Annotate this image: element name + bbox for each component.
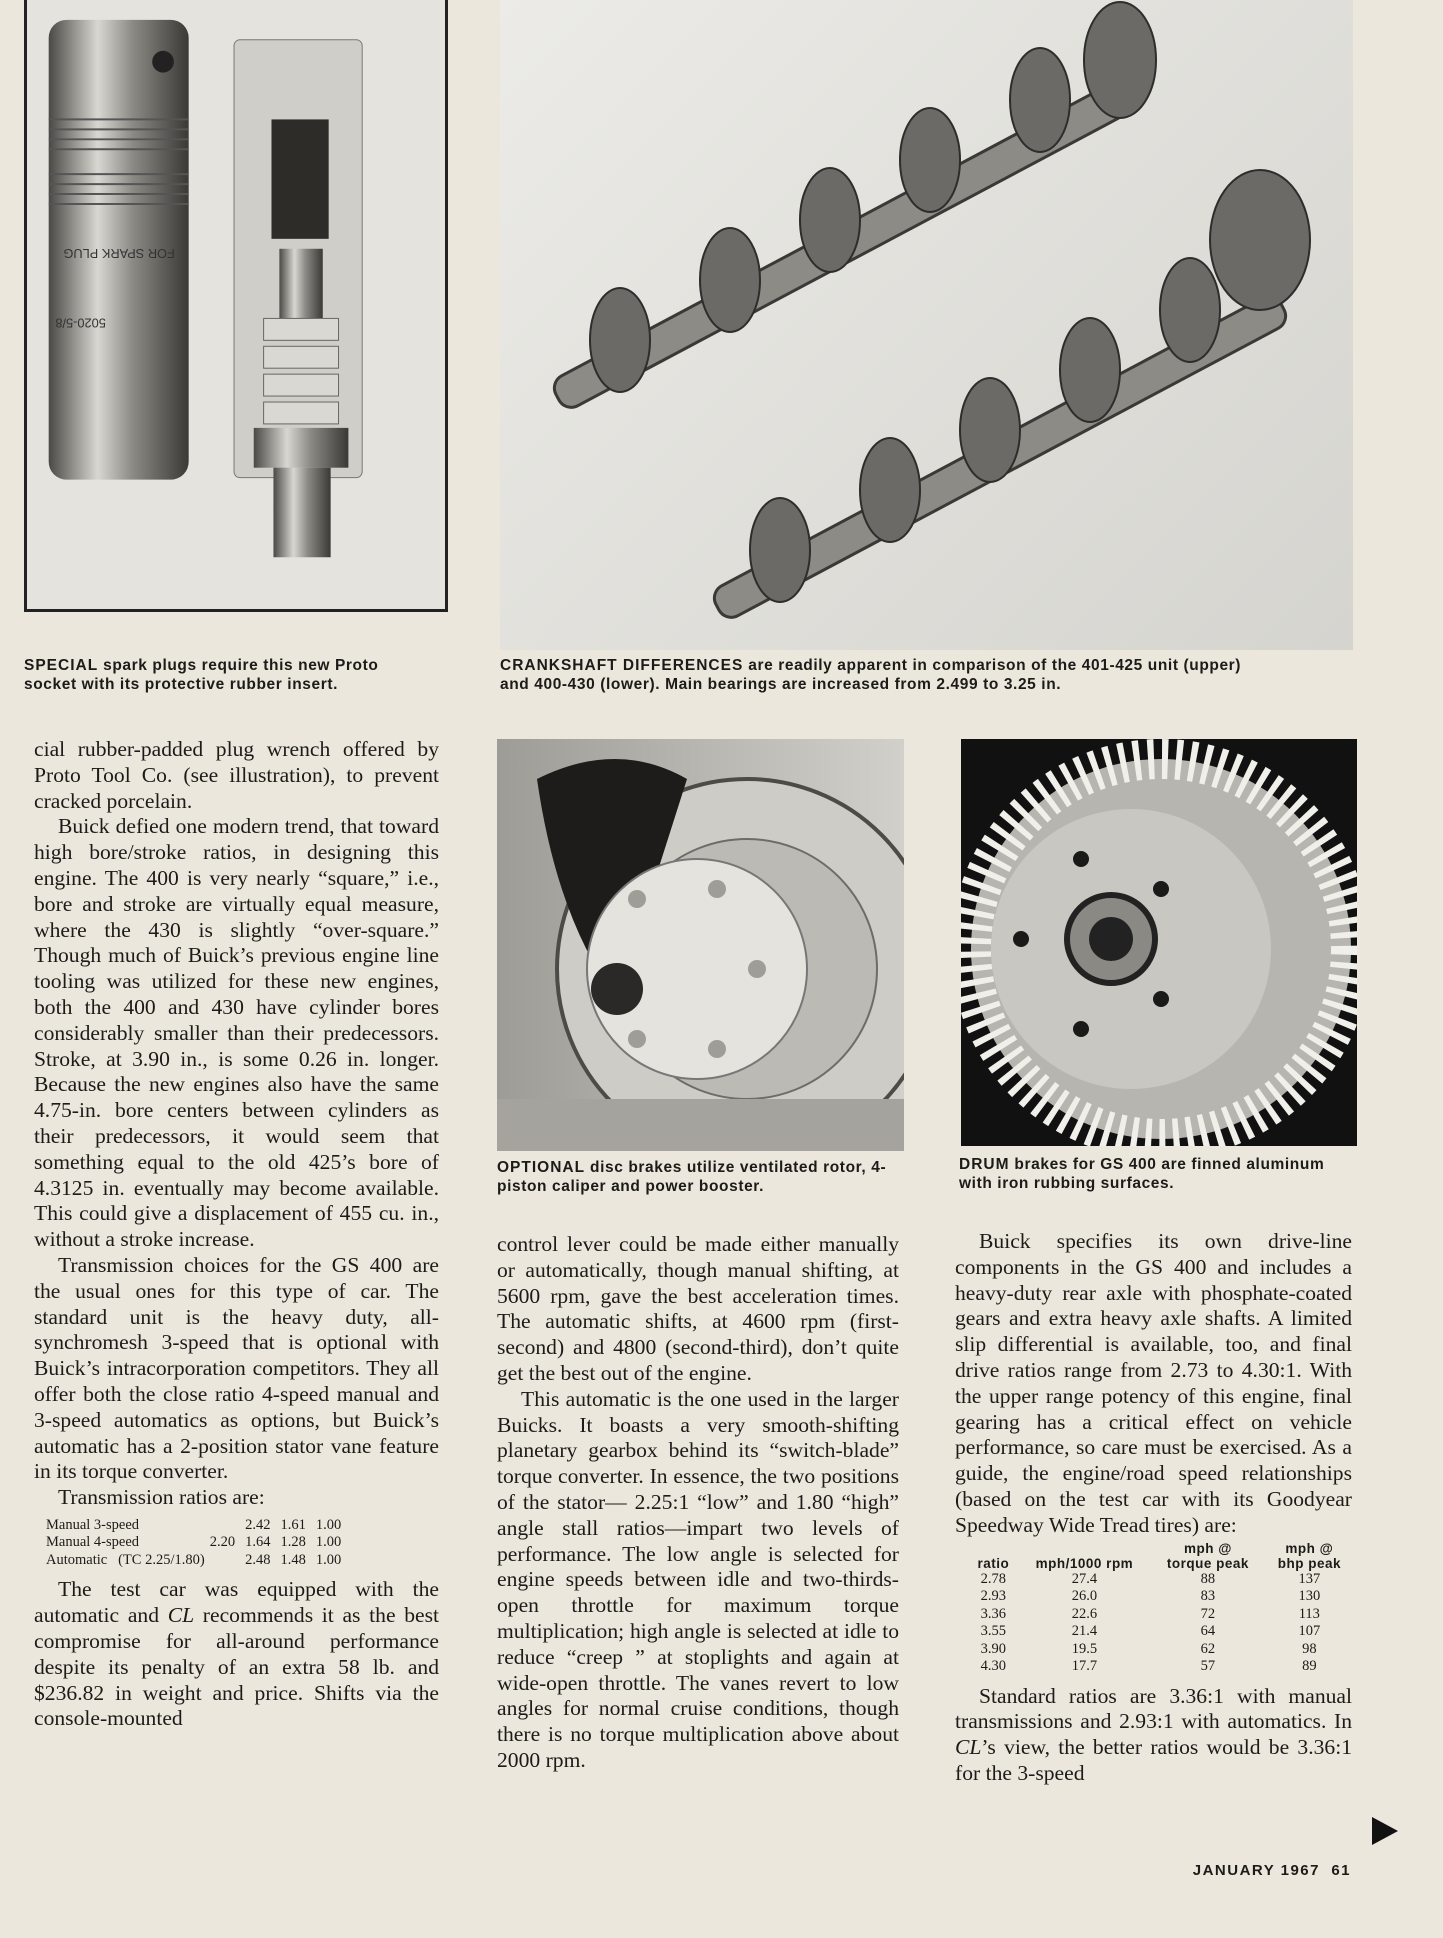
- table-row: [969, 1588, 1354, 1606]
- table-cell: 62: [1200, 1640, 1216, 1657]
- table-header: mph @: [1285, 1540, 1334, 1556]
- table-cell: [46, 1552, 205, 1570]
- table-row: [46, 1552, 346, 1570]
- text-span: ’s view, the better ratios would be 3.36:1 for the 3-speed: [955, 1735, 1352, 1785]
- article-column-2: [497, 1232, 899, 1774]
- col2-paragraph: control lever could be made either manually or automatically, though manual shifting, at 5600 rpm, gave the best acceleration times. The automatic shifts, at 4600 rpm (first-second) and 4800 (second-third), don’t quite get the best out of the engine.: [497, 1232, 899, 1385]
- drum-caption-text: brakes for GS 400 are finned aluminum with iron rubbing surfaces.: [959, 1156, 1325, 1192]
- socket-number: 5020-5/8: [55, 315, 106, 331]
- text-span: The test car was equipped with the automatic and: [34, 1577, 439, 1628]
- page-number: 61: [1331, 1862, 1351, 1879]
- table-cell: 4.30: [980, 1658, 1007, 1675]
- table-cell: 64: [1200, 1623, 1216, 1640]
- table-row: [46, 1517, 346, 1535]
- table-cell: 17.7: [1071, 1658, 1098, 1675]
- table-row: [969, 1658, 1354, 1676]
- table-header-row: [969, 1556, 1354, 1571]
- table-cell: 98: [1302, 1640, 1317, 1657]
- table-cell: [205, 1552, 240, 1570]
- drum-brake-caption: [959, 1155, 1339, 1193]
- table-cell: 1.48: [280, 1551, 306, 1568]
- table-header: mph @: [1183, 1540, 1232, 1556]
- crankshaft-photo: [500, 0, 1353, 650]
- table-cell: 3.36: [980, 1605, 1007, 1622]
- table-cell: 2.42: [245, 1516, 271, 1533]
- table-cell: Manual 4-speed: [46, 1534, 140, 1551]
- table-cell: 88: [1200, 1570, 1216, 1587]
- road-speed-rows: [969, 1571, 1354, 1676]
- table-row: [969, 1606, 1354, 1624]
- table-cell: 1.28: [280, 1534, 306, 1551]
- table-row: [969, 1571, 1354, 1589]
- table-cell: 57: [1200, 1658, 1216, 1675]
- ratio-tc: (TC 2.25/1.80): [118, 1551, 205, 1568]
- col1-paragraph: [34, 1577, 439, 1732]
- crank-caption-lead: CRANKSHAFT DIFFERENCES: [500, 657, 744, 674]
- table-cell: 1.00: [315, 1534, 342, 1551]
- col1-paragraph: Transmission choices for the GS 400 are the usual ones for this type of car. The standard unit is the heavy duty, all-synchromesh 3-speed that is optional with Buick’s intracorporation competitors. They all offer both the close ratio 4-speed manual and 3-speed automatics as options, but Buick’s automatic has a 2-position stator vane feature in its torque converter.: [34, 1252, 439, 1484]
- col3-paragraph: Buick specifies its own drive-line components in the GS 400 and includes a heavy-duty rear axle with phosphate-coated gears and extra heavy axle shafts. A limited slip differential is available, too, and final drive ratios range from 2.73 to 4.30:1. With the upper range potency of this engine, final gearing has a critical effect on vehicle performance, so care must be exercised. As a guide, the engine/road speed relationships (based on the test car with its Goodyear Speedway Wide Tread tires) are:: [955, 1229, 1352, 1537]
- table-cell: 2.20: [209, 1534, 236, 1551]
- table-header: mph/1000 rpm: [1035, 1555, 1134, 1571]
- page-footer: [1193, 1862, 1351, 1879]
- road-speed-table: [969, 1541, 1354, 1676]
- disc-brake-photo: [497, 739, 904, 1151]
- table-header: [969, 1541, 1018, 1556]
- col1-paragraph: cial rubber-padded plug wrench offered by Proto Tool Co. (see illustration), to prevent cracked porcelain.: [34, 737, 439, 813]
- table-cell: 137: [1298, 1570, 1321, 1587]
- table-cell: 130: [1298, 1588, 1321, 1605]
- table-cell: 2.93: [980, 1588, 1007, 1605]
- table-cell: 3.90: [980, 1640, 1007, 1657]
- table-cell: 1.00: [315, 1551, 342, 1568]
- cl-abbrev: CL: [167, 1603, 195, 1628]
- table-cell: 2.78: [980, 1570, 1007, 1587]
- table-header: ratio: [977, 1555, 1010, 1571]
- table-cell: 19.5: [1071, 1640, 1098, 1657]
- table-cell: 72: [1200, 1605, 1216, 1622]
- col3-paragraph: [955, 1684, 1352, 1787]
- table-row: [969, 1641, 1354, 1659]
- table-header: bhp peak: [1277, 1555, 1341, 1571]
- col1-paragraph: Transmission ratios are:: [58, 1485, 265, 1510]
- continue-arrow-icon: [1372, 1817, 1398, 1845]
- drum-brake-photo: [961, 739, 1357, 1146]
- ratio-name: Automatic: [46, 1551, 108, 1568]
- cl-abbrev: CL: [955, 1735, 982, 1760]
- table-cell: 107: [1298, 1623, 1321, 1640]
- table-header-row: [969, 1541, 1354, 1556]
- table-cell: Manual 3-speed: [46, 1516, 140, 1533]
- table-cell: 21.4: [1071, 1623, 1098, 1640]
- spark-caption-lead: SPECIAL: [24, 657, 99, 674]
- disc-brake-caption: [497, 1158, 897, 1196]
- disc-caption-lead: OPTIONAL: [497, 1159, 586, 1176]
- table-cell: 89: [1302, 1658, 1317, 1675]
- table-cell: 27.4: [1071, 1570, 1098, 1587]
- table-cell: 1.00: [315, 1516, 342, 1533]
- table-cell: 2.48: [245, 1551, 271, 1568]
- disc-caption-text: disc brakes utilize ventilated rotor, 4-piston caliper and power booster.: [497, 1159, 887, 1195]
- table-cell: 1.64: [245, 1534, 271, 1551]
- table-row: [969, 1623, 1354, 1641]
- table-cell: 1.61: [280, 1516, 306, 1533]
- table-cell: 3.55: [980, 1623, 1007, 1640]
- drum-caption-lead: DRUM: [959, 1156, 1010, 1173]
- crankshaft-caption: [500, 656, 1270, 694]
- table-cell: 113: [1298, 1605, 1320, 1622]
- table-cell: [205, 1517, 240, 1535]
- table-cell: 83: [1200, 1588, 1216, 1605]
- table-header: [1018, 1541, 1152, 1556]
- col1-paragraph: Buick defied one modern trend, that toward high bore/stroke ratios, in designing this engine. The 400 is very nearly “square,” i.e., bore and stroke are virtually equal measure, where the 430 is slightly “over-square.” Though much of Buick’s previous engine line tooling was utilized for these new engines, both the 400 and 430 have cylinder bores considerably smaller than their predecessors. Stroke, at 3.90 in., is some 0.26 in. longer. Because the new engines also have the same 4.75-in. bore centers between cylinders as their predecessors, it would seem that something equal to the old 425’s bore of 4.3125 in. eventually may become available. This could give a displacement of 455 cu. in., without a stroke increase.: [34, 814, 439, 1252]
- spark-caption-text: spark plugs require this new Proto socket with its protective rubber insert.: [24, 657, 379, 693]
- table-cell: 22.6: [1071, 1605, 1098, 1622]
- spark-plug-caption: [24, 656, 434, 694]
- issue-date: JANUARY 1967: [1192, 1862, 1320, 1879]
- table-cell: 26.0: [1071, 1588, 1098, 1605]
- socket-engraving: FOR SPARK PLUG: [63, 245, 175, 261]
- table-header: torque peak: [1166, 1555, 1249, 1571]
- text-span: recommends it as the best compromise for all-around performance despite its penalty of an extra 58 lb. and $236.82 in weight and price. Shifts via the console-mounted: [34, 1603, 439, 1731]
- spark-plug-socket-photo: [24, 0, 448, 612]
- col2-paragraph: This automatic is the one used in the larger Buicks. It boasts a very smooth-shifting planetary gearbox behind its “switch-blade” torque converter. In essence, the two positions of the stator— 2.25:1 “low” and 1.80 “high” angle stall ratios—impart two levels of performance. The low angle is selected for engine speeds between idle and two-thirds-open throttle for maximum torque multiplication; high angle is selected at idle to reduce “creep ” at stoplights and again at wide-open throttle. The vanes revert to low angles for normal cruise conditions, though there is no torque multiplication above about 2000 rpm.: [497, 1386, 899, 1772]
- table-row: [46, 1534, 346, 1552]
- text-span: Standard ratios are 3.36:1 with manual transmissions and 2.93:1 with automatics. In: [955, 1683, 1352, 1734]
- crank-caption-text: are readily apparent in comparison of the 401-425 unit (upper) and 400-430 (lower). Main bearings are increased from 2.499 to 3.25 in.: [500, 657, 1242, 693]
- transmission-ratios-table: [46, 1517, 346, 1570]
- article-column-3: [955, 1229, 1352, 1787]
- article-column-1: [34, 737, 439, 1732]
